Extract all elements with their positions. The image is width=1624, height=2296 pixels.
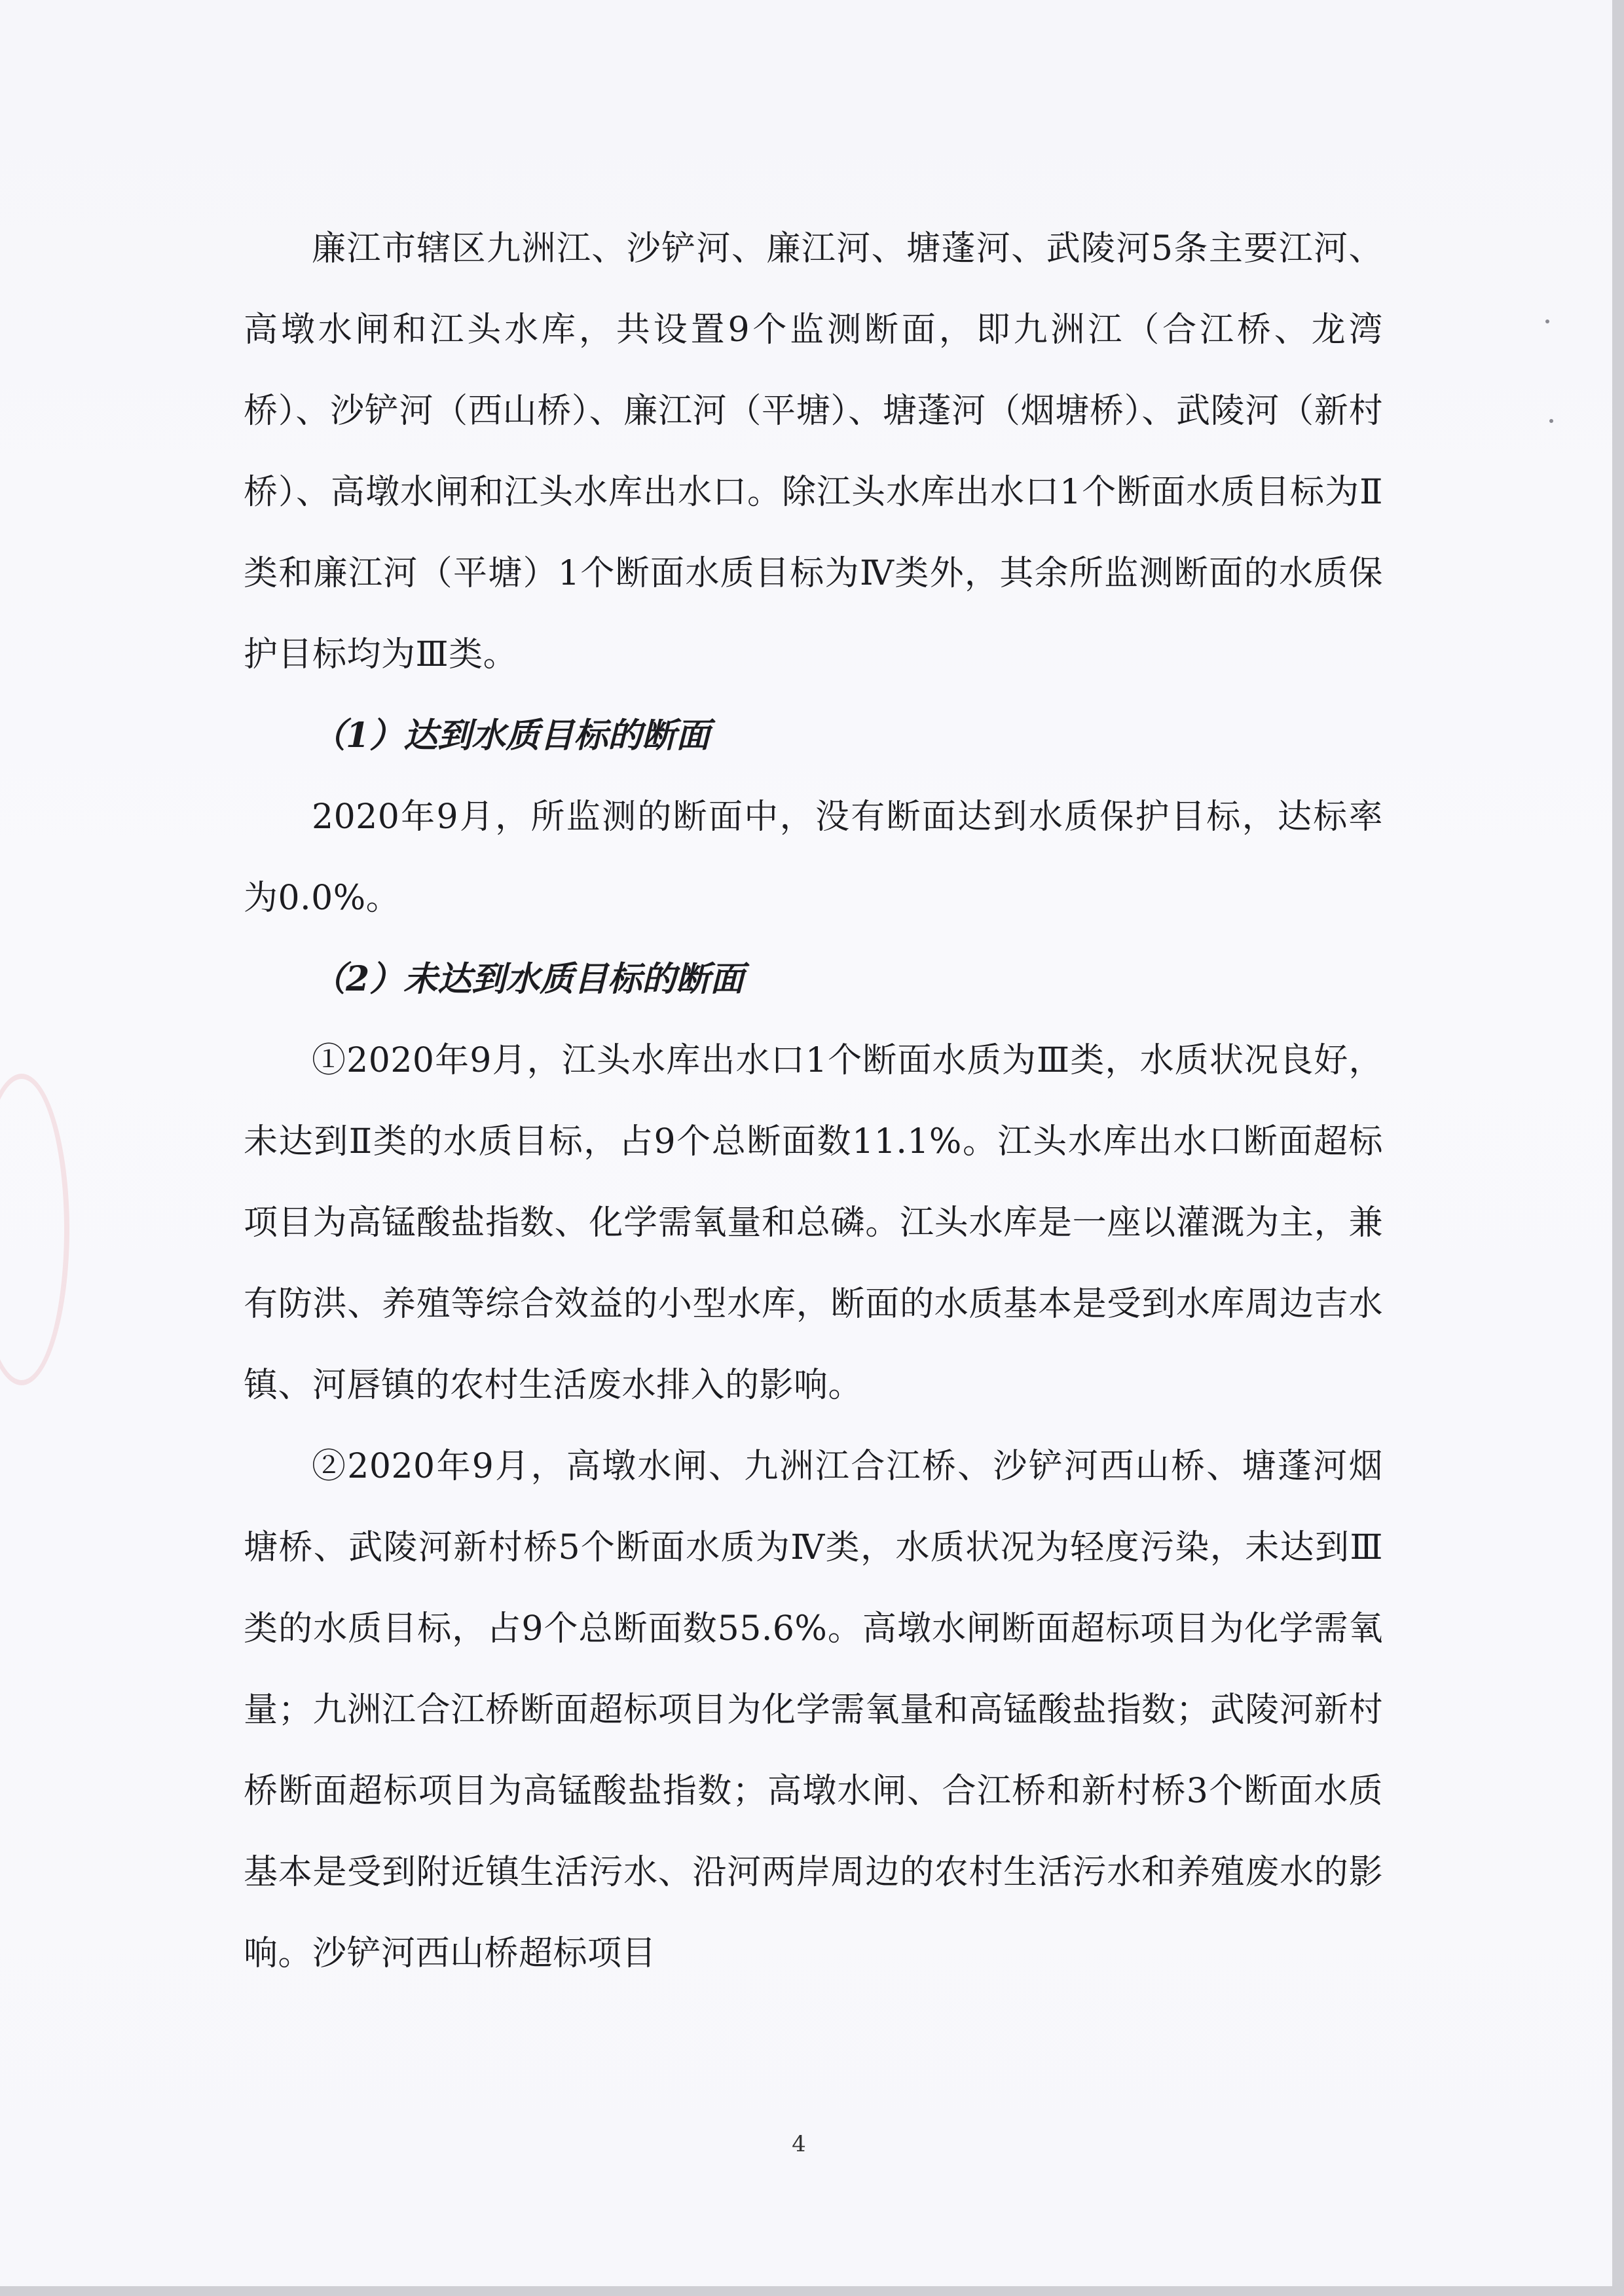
heading-sections-meeting-target: （1）达到水质目标的断面: [312, 716, 710, 756]
heading-sections-not-meeting-target: （2）未达到水质目标的断面: [312, 959, 745, 999]
scan-border-bottom: [0, 2286, 1624, 2296]
paragraph-compliance-rate: 2020年9月，所监测的断面中，没有断面达到水质保护目标，达标率为0.0%。: [244, 797, 1383, 918]
paragraph-monitoring-overview: 廉江市辖区九洲江、沙铲河、廉江河、塘蓬河、武陵河5条主要江河、高墩水闸和江头水库，共设置9个监测断面，即九洲江（合江桥、龙湾桥）、沙铲河（西山桥）、廉江河（平塘）、塘蓬河（烟塘桥）、武陵河（新村桥）、高墩水闸和江头水库出水口。除江头水库出水口1个断面水质目标为Ⅱ类和廉江河（平塘）1个断面水质目标为Ⅳ类外，其余所监测断面的水质保护目标均为Ⅲ类。: [244, 229, 1383, 674]
paragraph-jiangtou-reservoir: ①2020年9月，江头水库出水口1个断面水质为Ⅲ类，水质状况良好，未达到Ⅱ类的水质目标，占9个总断面数11.1%。江头水库出水口断面超标项目为高锰酸盐指数、化学需氧量和总磷。江头水库是一座以灌溉为主，兼有防洪、养殖等综合效益的小型水库，断面的水质基本是受到水库周边吉水镇、河唇镇的农村生活废水排入的影响。: [244, 1041, 1383, 1405]
scan-border-right: [1612, 0, 1624, 2296]
red-stamp-mark: [0, 1074, 69, 1385]
scan-speck: [1549, 419, 1553, 423]
paragraph-five-sections-class-iv: ②2020年9月，高墩水闸、九洲江合江桥、沙铲河西山桥、塘蓬河烟塘桥、武陵河新村桥5个断面水质为Ⅳ类，水质状况为轻度污染，未达到Ⅲ类的水质目标，占9个总断面数55.6%。高墩水闸断面超标项目为化学需氧量；九洲江合江桥断面超标项目为化学需氧量和高锰酸盐指数；武陵河新村桥断面超标项目为高锰酸盐指数；高墩水闸、合江桥和新村桥3个断面水质基本是受到附近镇生活污水、沿河两岸周边的农村生活污水和养殖废水的影响。沙铲河西山桥超标项目: [244, 1447, 1383, 1973]
scan-speck: [1545, 319, 1549, 323]
page-number: 4: [792, 2131, 806, 2157]
document-body: [244, 208, 1383, 1994]
